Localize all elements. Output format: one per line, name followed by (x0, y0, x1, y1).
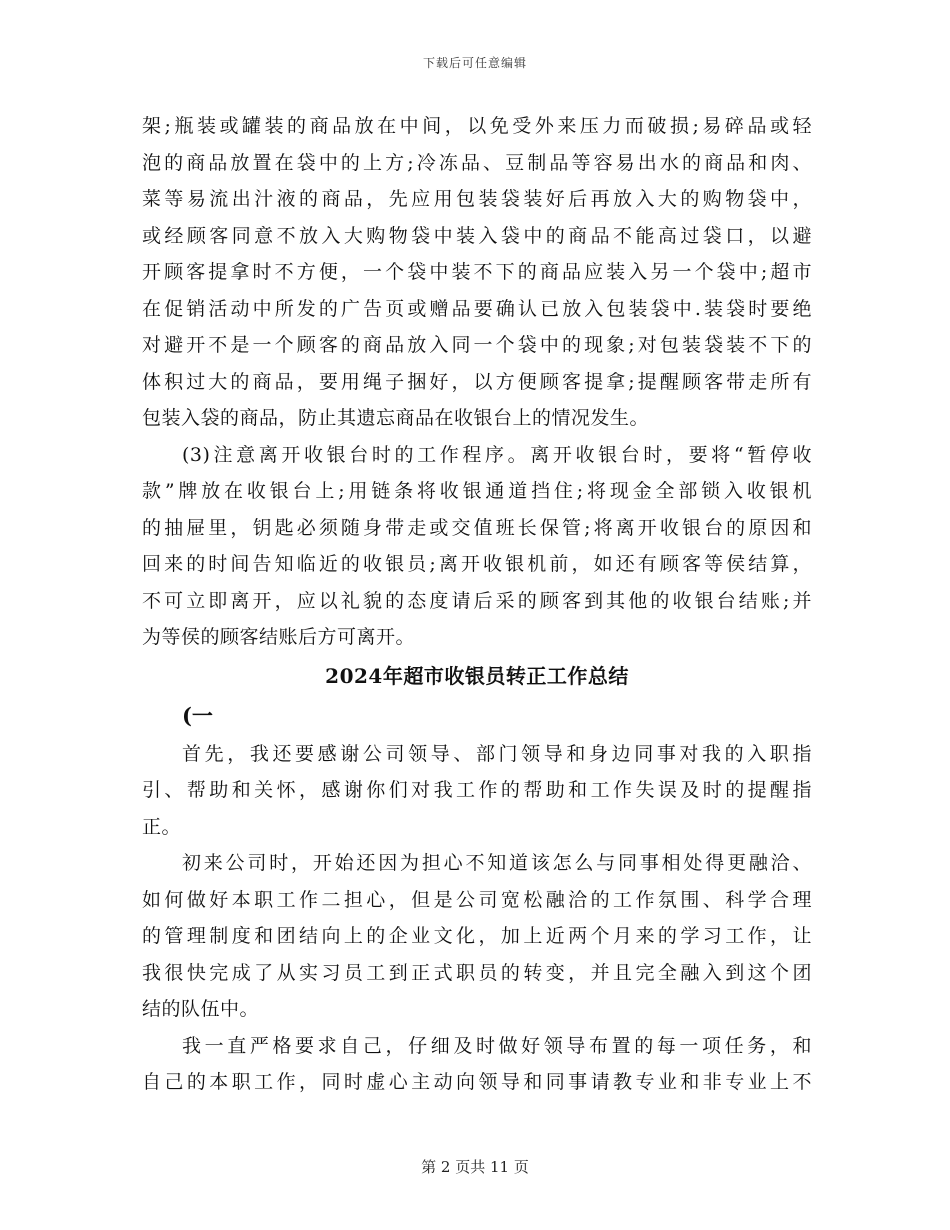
paragraph-thanks (142, 736, 812, 846)
page-footer: 第 2 页共 11 页 (421, 1158, 529, 1176)
text-line: 为等侯的顾客结账后方可离开。 (142, 626, 416, 648)
text-line: 或经顾客同意不放入大购物袋中装入袋中的商品不能高过袋口，以避 (142, 224, 812, 247)
text-line: 在促销活动中所发的广告页或赠品要确认已放入包装袋中.装袋时要绝 (142, 297, 812, 320)
text-line: 初来公司时，开始还因为担心不知道该怎么与同事相处得更融洽、 (182, 852, 812, 874)
document-body (142, 108, 812, 1101)
text-line: 不可立即离开，应以礼貌的态度请后采的顾客到其他的收银台结账;并 (142, 589, 812, 612)
text-line: 泡的商品放置在袋中的上方;冷冻品、豆制品等容易出水的商品和肉、 (142, 151, 812, 174)
text-line: 正。 (142, 815, 182, 838)
text-line: 开顾客提拿时不方便，一个袋中装不下的商品应装入另一个袋中;超市 (142, 261, 812, 283)
text-line: 如何做好本职工作二担心，但是公司宽松融洽的工作氛围、科学合理 (142, 888, 812, 911)
text-line: 菜等易流出汁液的商品，先应用包装袋装好后再放入大的购物袋中， (142, 188, 812, 210)
text-line: 包装入袋的商品，防止其遗忘商品在收银台上的情况发生。 (142, 407, 650, 429)
section-title: 2024年超市收银员转正工作总结 (325, 663, 629, 688)
text-line: 的抽屉里，钥匙必须随身带走或交值班长保管;将离开收银台的原因和 (142, 516, 812, 539)
section-subheading: (一 (182, 702, 213, 728)
text-line: 架;瓶装或罐装的商品放在中间，以免受外来压力而破损;易碎品或轻 (142, 115, 812, 137)
paragraph-leaving-procedure (142, 437, 812, 656)
paragraph-self-discipline (142, 1028, 812, 1101)
text-line: (3)注意离开收银台时的工作程序。离开收银台时，要将“暂停收 (182, 443, 812, 466)
text-line: 我一直严格要求自己，仔细及时做好领导布置的每一项任务，和 (182, 1034, 812, 1057)
text-line: 对避开不是一个顾客的商品放入同一个袋中的现象;对包装袋装不下的 (142, 334, 812, 356)
text-line: 引、帮助和关怀，感谢你们对我工作的帮助和工作失误及时的提醒指 (142, 779, 812, 801)
text-line: 首先，我还要感谢公司领导、部门领导和身边同事对我的入职指 (182, 742, 812, 765)
text-line: 我很快完成了从实习员工到正式职员的转变，并且完全融入到这个团 (142, 961, 812, 984)
text-line: 的管理制度和团结向上的企业文化，加上近两个月来的学习工作，让 (142, 925, 812, 947)
text-line: 结的队伍中。 (142, 998, 260, 1020)
text-line: 自己的本职工作，同时虚心主动向领导和同事请教专业和非专业上不 (142, 1071, 812, 1093)
paragraph-bagging-rules (142, 108, 812, 437)
page-header-note: 下载后可任意编辑 (422, 56, 527, 70)
text-line: 款”牌放在收银台上;用链条将收银通道挡住;将现金全部锁入收银机 (142, 480, 812, 502)
text-line: 体积过大的商品，要用绳子捆好，以方便顾客提拿;提醒顾客带走所有 (142, 370, 812, 393)
text-line: 回来的时间告知临近的收银员;离开收银机前，如还有顾客等侯结算， (142, 553, 812, 575)
paragraph-onboarding (142, 845, 812, 1028)
